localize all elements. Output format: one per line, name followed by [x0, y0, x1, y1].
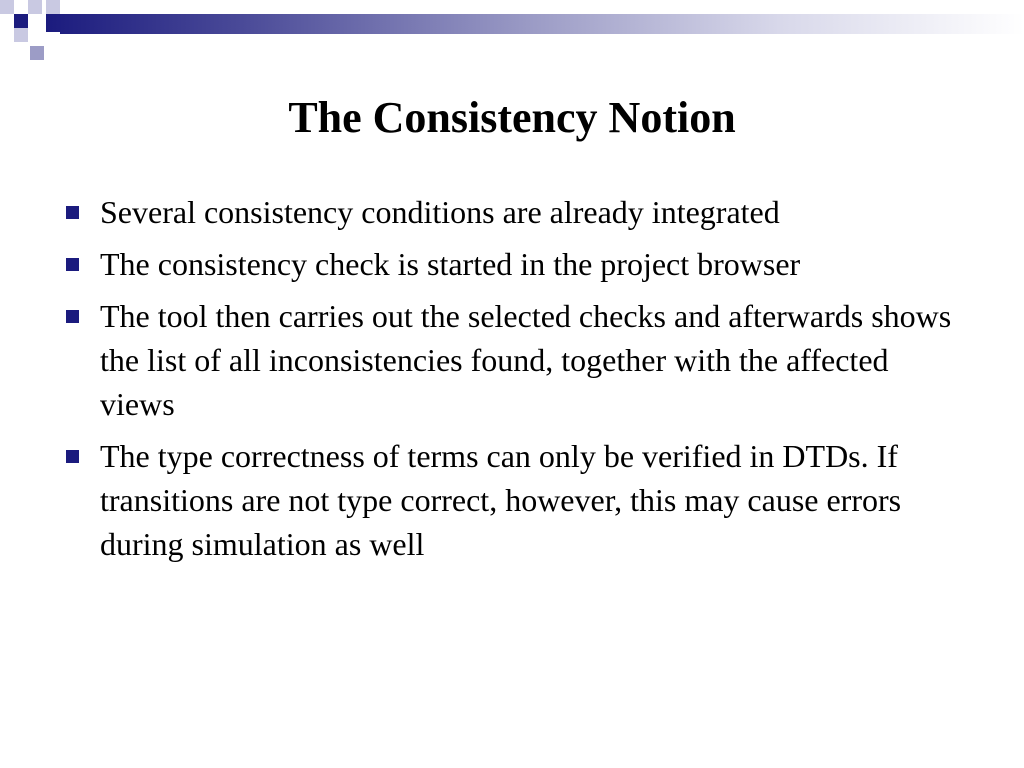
decor-square — [46, 0, 60, 14]
bullet-item — [62, 190, 962, 234]
decor-square — [0, 28, 14, 42]
bullet-list — [62, 190, 962, 574]
bullet-text: The type correctness of terms can only be verified in DTDs. If transitions are not type correct, however, this may cause errors during simulation as well — [100, 438, 902, 562]
decor-square — [28, 28, 42, 42]
decor-square — [0, 0, 14, 14]
header-gradient-bar — [46, 14, 1024, 34]
square-bullet-icon — [66, 206, 79, 219]
bullet-item — [62, 434, 962, 566]
bullet-text: Several consistency conditions are already integrated — [100, 194, 780, 230]
bullet-item — [62, 242, 962, 286]
slide-title: The Consistency Notion — [288, 93, 736, 142]
decor-square — [14, 28, 28, 42]
square-bullet-icon — [66, 258, 79, 271]
bullet-text: The tool then carries out the selected checks and afterwards shows the list of all inconsistencies found, together with the affected views — [100, 298, 952, 422]
decor-square — [46, 32, 60, 42]
square-bullet-icon — [66, 310, 79, 323]
bullet-item — [62, 294, 962, 426]
square-bullet-icon — [66, 450, 79, 463]
bullet-text: The consistency check is started in the project browser — [100, 246, 801, 282]
decor-square — [14, 14, 28, 28]
decor-square — [28, 0, 42, 14]
decor-square — [30, 46, 44, 60]
